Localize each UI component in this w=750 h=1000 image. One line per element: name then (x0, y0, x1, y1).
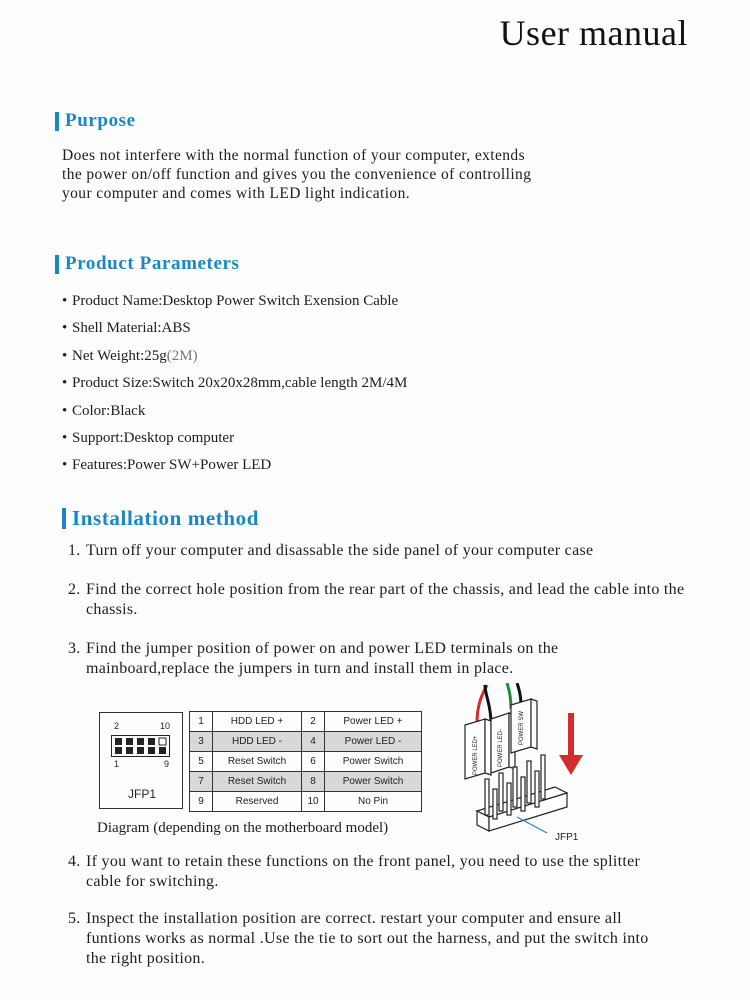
callout-label: JFP1 (555, 832, 579, 843)
param-text: Support:Desktop computer (72, 429, 235, 446)
pin-number: 7 (190, 772, 213, 792)
install-steps-top (68, 541, 708, 679)
param-text: Product Name:Desktop Power Switch Exension Cable (72, 293, 399, 309)
list-item (62, 400, 407, 427)
pin-grid-icon (111, 735, 171, 757)
list-item (62, 290, 407, 317)
step-text: If you want to retain these functions on the front panel, you need to use the splitter cable for switching. (86, 853, 641, 890)
param-extra: (2M) (166, 347, 198, 364)
pin-number: 1 (190, 712, 213, 732)
pin-function: HDD LED + (213, 712, 302, 732)
step-text: Turn off your computer and disassable the side panel of your computer case (86, 542, 594, 559)
params-heading (55, 253, 240, 275)
pin-function: Reserved (213, 792, 302, 812)
bullet-icon: • (62, 402, 68, 419)
jfp1-header-diagram (99, 712, 183, 809)
list-item (68, 909, 708, 969)
purpose-heading-text: Purpose (65, 110, 136, 131)
pin-number: 4 (302, 732, 325, 752)
bullet-icon: • (62, 457, 68, 474)
pin-assignment-table (189, 711, 422, 812)
pin-function: Power LED + (325, 712, 422, 732)
diagram-caption: Diagram (depending on the motherboard model) (97, 820, 389, 836)
pin-label: 10 (160, 721, 171, 731)
list-item (62, 317, 407, 344)
table-row (190, 712, 422, 732)
pin-function: Reset Switch (213, 752, 302, 772)
list-item (62, 427, 407, 454)
bullet-icon: • (62, 347, 68, 364)
install-heading-text: Installation method (72, 506, 260, 530)
pin-number: 8 (302, 772, 325, 792)
param-text: Color:Black (72, 402, 146, 419)
pin-function: Power Switch (325, 772, 422, 792)
step-number: 2. (68, 581, 81, 598)
list-item (62, 345, 407, 372)
step-text: Inspect the installation position are correct. restart your computer and ensure all funtions works as normal .Use the tie to sort out the harness, and put the switch into the right position. (86, 910, 649, 967)
connector-text-1: POWER LED+ (473, 735, 479, 775)
pin-number: 9 (190, 792, 213, 812)
list-item (68, 541, 708, 580)
connector-illustration (455, 683, 595, 843)
list-item (62, 454, 407, 481)
pin-label: 1 (114, 759, 120, 769)
bullet-icon: • (62, 320, 68, 337)
purpose-heading (55, 110, 136, 132)
document-title: User manual (499, 13, 688, 53)
step-number: 5. (68, 910, 81, 927)
pin-number: 6 (302, 752, 325, 772)
purpose-line: your computer and comes with LED light indication. (62, 185, 411, 202)
pin-label: 9 (164, 759, 170, 769)
connector-text-3: POWER SW (519, 711, 525, 745)
list-item (68, 580, 708, 639)
purpose-paragraph (62, 146, 531, 203)
header-label: JFP1 (128, 787, 157, 801)
install-steps-bottom (68, 852, 708, 969)
table-row (190, 752, 422, 772)
table-row (190, 772, 422, 792)
pin-number: 10 (302, 792, 325, 812)
pin-label: 2 (114, 721, 120, 731)
callout-line (517, 817, 547, 833)
param-text: Shell Material:ABS (72, 320, 191, 337)
list-item (68, 852, 708, 909)
step-number: 3. (68, 640, 81, 657)
pin-function: Power Switch (325, 752, 422, 772)
list-item (62, 372, 407, 399)
param-text: Net Weight:25g (72, 347, 167, 364)
pin-function: Reset Switch (213, 772, 302, 792)
param-text: Features:Power SW+Power LED (72, 457, 272, 474)
pin-function: No Pin (325, 792, 422, 812)
black-wire-icon (485, 685, 491, 723)
install-heading (62, 506, 259, 531)
step-number: 1. (68, 542, 81, 559)
pin-number: 2 (302, 712, 325, 732)
step-number: 4. (68, 853, 81, 870)
pin-function: Power LED - (325, 732, 422, 752)
heading-accent-bar (55, 255, 59, 274)
bullet-icon: • (62, 375, 68, 392)
pin-number: 3 (190, 732, 213, 752)
purpose-line: the power on/off function and gives you the convenience of controlling (62, 166, 532, 183)
params-list (62, 290, 407, 482)
heading-accent-bar (62, 508, 66, 529)
pin-function: HDD LED - (213, 732, 302, 752)
connector-text-2: POWER LED- (498, 728, 504, 767)
table-row (190, 732, 422, 752)
bullet-icon: • (62, 429, 68, 446)
heading-accent-bar (55, 112, 59, 131)
step-text: Find the correct hole position from the rear part of the chassis, and lead the cable into the chassis. (86, 581, 685, 618)
green-wire-icon (507, 683, 511, 709)
bullet-icon: • (62, 293, 68, 309)
step-text: Find the jumper position of power on and power LED terminals on the mainboard,replace the jumpers in turn and install them in place. (86, 640, 559, 677)
params-heading-text: Product Parameters (65, 253, 240, 274)
list-item (68, 639, 708, 679)
table-row (190, 792, 422, 812)
purpose-line: Does not interfere with the normal function of your computer, extends (62, 147, 526, 164)
pin-number: 5 (190, 752, 213, 772)
param-text: Product Size:Switch 20x20x28mm,cable length 2M/4M (72, 375, 408, 392)
insert-arrow-icon (559, 713, 583, 775)
